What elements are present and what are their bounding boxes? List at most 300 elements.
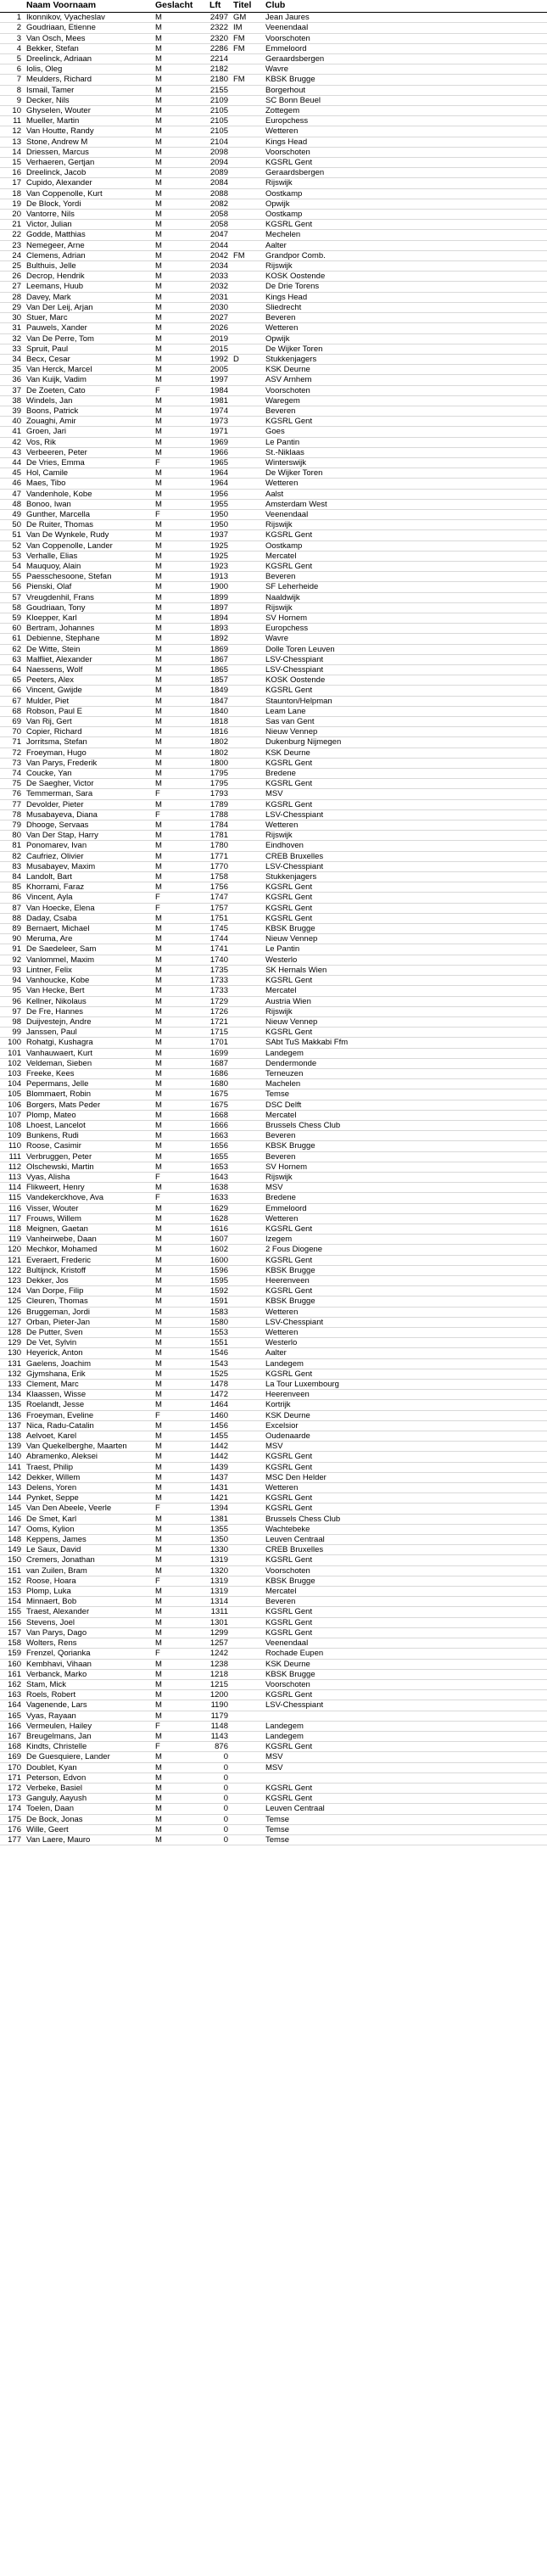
row-club: Eindhoven [263,841,547,851]
row-sex: M [153,665,207,675]
row-position: 88 [0,913,24,923]
row-position: 176 [0,1824,24,1834]
row-title [231,976,263,986]
row-position: 30 [0,313,24,323]
row-title [231,1649,263,1659]
row-name: Lhoest, Lancelot [24,1120,153,1130]
row-sex: M [153,1814,207,1824]
row-position: 160 [0,1659,24,1669]
table-row [0,976,547,986]
table-row [0,23,547,33]
table-row [0,427,547,437]
row-club [263,1772,547,1783]
table-row [0,1369,547,1379]
table-row [0,1110,547,1120]
row-title [231,1627,263,1638]
row-rating: 2286 [207,43,231,53]
row-sex: M [153,282,207,292]
row-club: KGSRL Gent [263,1794,547,1804]
row-sex: F [153,1172,207,1182]
row-rating: 2033 [207,272,231,282]
row-club: Heerenveen [263,1275,547,1285]
row-rating: 1771 [207,851,231,861]
table-row [0,737,547,748]
row-sex: M [153,354,207,364]
row-position: 39 [0,406,24,416]
table-row [0,1224,547,1234]
row-title [231,1296,263,1307]
table-row [0,582,547,592]
row-name: Verhaeren, Gertjan [24,158,153,168]
row-title [231,737,263,748]
row-sex: M [153,727,207,737]
row-sex: M [153,75,207,85]
row-sex: M [153,95,207,105]
row-rating: 1741 [207,944,231,955]
row-sex: M [153,882,207,893]
row-position: 78 [0,809,24,820]
row-club: Veenendaal [263,23,547,33]
row-rating: 1456 [207,1420,231,1431]
row-title [231,365,263,375]
row-name: Kindts, Christelle [24,1742,153,1752]
row-position: 124 [0,1286,24,1296]
row-position: 159 [0,1649,24,1659]
row-name: De Smet, Karl [24,1514,153,1524]
row-title [231,168,263,178]
table-header-row [0,0,547,13]
row-club: KBSK Brugge [263,1265,547,1275]
row-sex: M [153,302,207,312]
row-title [231,1669,263,1679]
row-rating: 1969 [207,437,231,447]
row-name: Van Kuijk, Vadim [24,375,153,385]
row-sex: M [153,1265,207,1275]
row-title [231,1565,263,1576]
table-row [0,158,547,168]
table-row [0,1565,547,1576]
row-title: FM [231,250,263,260]
table-row [0,1742,547,1752]
row-name: Vandenhole, Kobe [24,489,153,499]
row-position: 57 [0,592,24,602]
row-name: Dekker, Jos [24,1275,153,1285]
row-club: KGSRL Gent [263,1555,547,1565]
row-title [231,457,263,468]
row-sex: M [153,851,207,861]
row-name: Van Coppenolle, Kurt [24,188,153,199]
row-name: Breugelmans, Jan [24,1731,153,1741]
row-sex: M [153,85,207,95]
row-name: Verhalle, Elias [24,551,153,561]
row-sex: M [153,1016,207,1027]
row-club: KGSRL Gent [263,1369,547,1379]
row-sex: F [153,509,207,519]
row-sex: M [153,1442,207,1452]
row-sex: M [153,769,207,779]
row-title [231,1172,263,1182]
table-row [0,1079,547,1089]
row-sex: M [153,1607,207,1617]
row-sex: M [153,1452,207,1462]
row-title [231,64,263,75]
row-club: Voorschoten [263,1565,547,1576]
row-title [231,934,263,944]
row-club: KOSK Oostende [263,272,547,282]
row-position: 10 [0,106,24,116]
row-rating: 1656 [207,1141,231,1151]
table-row [0,499,547,509]
row-position: 169 [0,1752,24,1762]
row-club: SV Hornem [263,613,547,623]
row-club: Beveren [263,406,547,416]
row-sex: M [153,313,207,323]
row-title [231,1151,263,1162]
row-club: SV Hornem [263,1162,547,1172]
row-club: Dolle Toren Leuven [263,644,547,654]
row-title [231,333,263,344]
row-club: Sas van Gent [263,717,547,727]
row-position: 25 [0,261,24,272]
row-name: Van Parys, Dago [24,1627,153,1638]
row-club: Rijswijk [263,831,547,841]
row-rating: 1770 [207,861,231,871]
row-name: Frouws, Willem [24,1213,153,1224]
row-rating: 1668 [207,1110,231,1120]
row-name: Peterson, Edvon [24,1772,153,1783]
row-name: Pepermans, Jelle [24,1079,153,1089]
row-club: KGSRL Gent [263,417,547,427]
row-sex: M [153,447,207,457]
row-name: Caufriez, Olivier [24,851,153,861]
row-sex: M [153,1597,207,1607]
row-name: Olschewski, Martin [24,1162,153,1172]
row-club: Nieuw Vennep [263,934,547,944]
row-position: 74 [0,769,24,779]
row-position: 90 [0,934,24,944]
row-title [231,344,263,354]
row-title [231,1587,263,1597]
table-row [0,1245,547,1255]
row-position: 114 [0,1183,24,1193]
row-name: Van Houtte, Randy [24,126,153,137]
row-position: 3 [0,33,24,43]
row-sex: M [153,986,207,996]
row-club: KBSK Brugge [263,1296,547,1307]
row-name: Ooms, Kylion [24,1524,153,1534]
row-club: Geraardsbergen [263,168,547,178]
row-position: 11 [0,116,24,126]
row-club: KGSRL Gent [263,530,547,540]
row-name: Stevens, Joel [24,1617,153,1627]
row-name: Visser, Wouter [24,1203,153,1213]
row-name: Dekker, Willem [24,1472,153,1482]
row-position: 29 [0,302,24,312]
row-club: Nieuw Vennep [263,1016,547,1027]
row-position: 136 [0,1410,24,1420]
row-title [231,624,263,634]
row-club: Aalter [263,240,547,250]
row-club: Wetteren [263,126,547,137]
row-title: GM [231,13,263,23]
row-position: 106 [0,1100,24,1110]
row-name: Van Quekelberghe, Maarten [24,1442,153,1452]
table-row [0,1420,547,1431]
row-rating: 1756 [207,882,231,893]
row-club: Europchess [263,116,547,126]
row-rating: 1472 [207,1390,231,1400]
table-row [0,220,547,230]
row-name: Pienski, Olaf [24,582,153,592]
row-position: 45 [0,468,24,479]
row-title [231,158,263,168]
row-rating: 1964 [207,479,231,489]
row-title [231,95,263,105]
row-sex: M [153,1555,207,1565]
row-sex: M [153,686,207,696]
row-position: 76 [0,789,24,799]
row-title [231,85,263,95]
row-club: MSV [263,1752,547,1762]
row-sex: M [153,1659,207,1669]
table-row [0,261,547,272]
row-position: 177 [0,1834,24,1845]
row-rating: 1553 [207,1328,231,1338]
row-title [231,561,263,571]
column-header-position [0,0,24,13]
row-club: DSC Delft [263,1100,547,1110]
row-title [231,1472,263,1482]
row-rating: 1867 [207,654,231,664]
row-rating: 1923 [207,561,231,571]
row-rating: 1687 [207,1058,231,1068]
table-row [0,1617,547,1627]
row-name: Verbeke, Basiel [24,1783,153,1793]
row-position: 156 [0,1617,24,1627]
row-rating: 1455 [207,1431,231,1442]
table-row [0,1545,547,1555]
row-sex: F [153,809,207,820]
row-name: De Fre, Hannes [24,1006,153,1016]
row-club: Veenendaal [263,1638,547,1649]
row-position: 24 [0,250,24,260]
row-sex: M [153,624,207,634]
row-rating: 1437 [207,1472,231,1482]
row-name: Vyas, Rayaan [24,1711,153,1721]
row-sex: M [153,272,207,282]
row-position: 81 [0,841,24,851]
row-title [231,717,263,727]
row-name: De Putter, Sven [24,1328,153,1338]
row-title [231,1317,263,1327]
row-title [231,1721,263,1731]
row-club: KOSK Oostende [263,675,547,686]
row-name: Vincent, Ayla [24,893,153,903]
table-row [0,924,547,934]
row-rating: 1899 [207,592,231,602]
row-sex: M [153,375,207,385]
row-position: 135 [0,1400,24,1410]
row-position: 55 [0,572,24,582]
row-club: ASV Arnhem [263,375,547,385]
row-rating: 1981 [207,395,231,406]
row-position: 144 [0,1493,24,1504]
row-title [231,1524,263,1534]
table-row [0,1338,547,1348]
row-title [231,1369,263,1379]
table-row [0,1048,547,1058]
row-rating: 2015 [207,344,231,354]
row-rating: 1840 [207,706,231,716]
row-club: Oudenaarde [263,1431,547,1442]
row-rating: 2182 [207,64,231,75]
row-name: Vanhauwaert, Kurt [24,1048,153,1058]
row-position: 35 [0,365,24,375]
row-title [231,893,263,903]
row-sex: M [153,1514,207,1524]
row-position: 86 [0,893,24,903]
table-row [0,872,547,882]
row-sex: M [153,1493,207,1504]
row-position: 41 [0,427,24,437]
row-position: 32 [0,333,24,344]
row-sex: F [153,1576,207,1586]
row-title [231,530,263,540]
row-name: Vanheirwebe, Daan [24,1235,153,1245]
row-sex: M [153,996,207,1006]
table-row [0,137,547,147]
row-club: Veenendaal [263,509,547,519]
row-club: Beveren [263,1131,547,1141]
row-sex: M [153,1617,207,1627]
row-sex: F [153,903,207,913]
row-rating: 2082 [207,199,231,209]
row-position: 61 [0,634,24,644]
table-row [0,1576,547,1586]
table-row [0,188,547,199]
row-position: 165 [0,1711,24,1721]
row-position: 145 [0,1504,24,1514]
row-position: 28 [0,292,24,302]
row-club: SC Bonn Beuel [263,95,547,105]
row-title [231,220,263,230]
row-name: Cremers, Jonathan [24,1555,153,1565]
row-title [231,1597,263,1607]
row-rating: 1721 [207,1016,231,1027]
row-club: Rijswijk [263,602,547,613]
table-row [0,250,547,260]
row-sex: M [153,779,207,789]
row-position: 95 [0,986,24,996]
row-sex: M [153,489,207,499]
row-club: Wavre [263,64,547,75]
table-row [0,489,547,499]
table-row [0,64,547,75]
row-position: 31 [0,323,24,333]
table-row [0,789,547,799]
row-sex: M [153,706,207,716]
row-club: De Drie Torens [263,282,547,292]
row-name: Spruit, Paul [24,344,153,354]
row-rating: 1633 [207,1193,231,1203]
row-rating: 1442 [207,1442,231,1452]
table-row [0,1649,547,1659]
row-title [231,126,263,137]
row-position: 102 [0,1058,24,1068]
row-title [231,479,263,489]
row-rating: 0 [207,1834,231,1845]
row-position: 101 [0,1048,24,1058]
row-sex: M [153,1358,207,1369]
row-position: 107 [0,1110,24,1120]
row-sex: M [153,696,207,706]
row-sex: M [153,1245,207,1255]
row-name: Freeke, Kees [24,1068,153,1078]
row-rating: 1795 [207,779,231,789]
table-row [0,240,547,250]
row-name: Nemegeer, Arne [24,240,153,250]
row-title [231,1224,263,1234]
row-name: Gjymshana, Erik [24,1369,153,1379]
row-position: 161 [0,1669,24,1679]
table-row [0,634,547,644]
row-rating: 1663 [207,1131,231,1141]
table-row [0,1462,547,1472]
row-rating: 0 [207,1752,231,1762]
row-sex: M [153,417,207,427]
row-club: KBSK Brugge [263,924,547,934]
row-club: KGSRL Gent [263,913,547,923]
table-row [0,509,547,519]
table-head [0,0,547,13]
row-rating: 2034 [207,261,231,272]
row-name: Vyas, Alisha [24,1172,153,1182]
row-club: Excelsior [263,1420,547,1431]
row-title [231,1462,263,1472]
row-position: 92 [0,955,24,965]
row-title [231,1183,263,1193]
row-title: FM [231,43,263,53]
row-title [231,1338,263,1348]
row-club: Kings Head [263,137,547,147]
row-title [231,302,263,312]
row-title [231,799,263,809]
row-club: Voorschoten [263,385,547,395]
row-title [231,1752,263,1762]
row-position: 170 [0,1762,24,1772]
row-rating: 1242 [207,1649,231,1659]
row-rating: 1675 [207,1100,231,1110]
row-name: Coucke, Yan [24,769,153,779]
row-sex: F [153,1504,207,1514]
row-rating: 1757 [207,903,231,913]
row-rating: 1793 [207,789,231,799]
row-sex: M [153,1048,207,1058]
row-rating: 0 [207,1814,231,1824]
row-club: Temse [263,1089,547,1100]
row-position: 65 [0,675,24,686]
row-title [231,1245,263,1255]
row-title [231,520,263,530]
row-rating: 1460 [207,1410,231,1420]
row-club: KGSRL Gent [263,561,547,571]
row-position: 5 [0,54,24,64]
row-name: Peeters, Alex [24,675,153,686]
row-rating: 1913 [207,572,231,582]
row-rating: 1818 [207,717,231,727]
row-name: Veldeman, Sieben [24,1058,153,1068]
table-row [0,43,547,53]
